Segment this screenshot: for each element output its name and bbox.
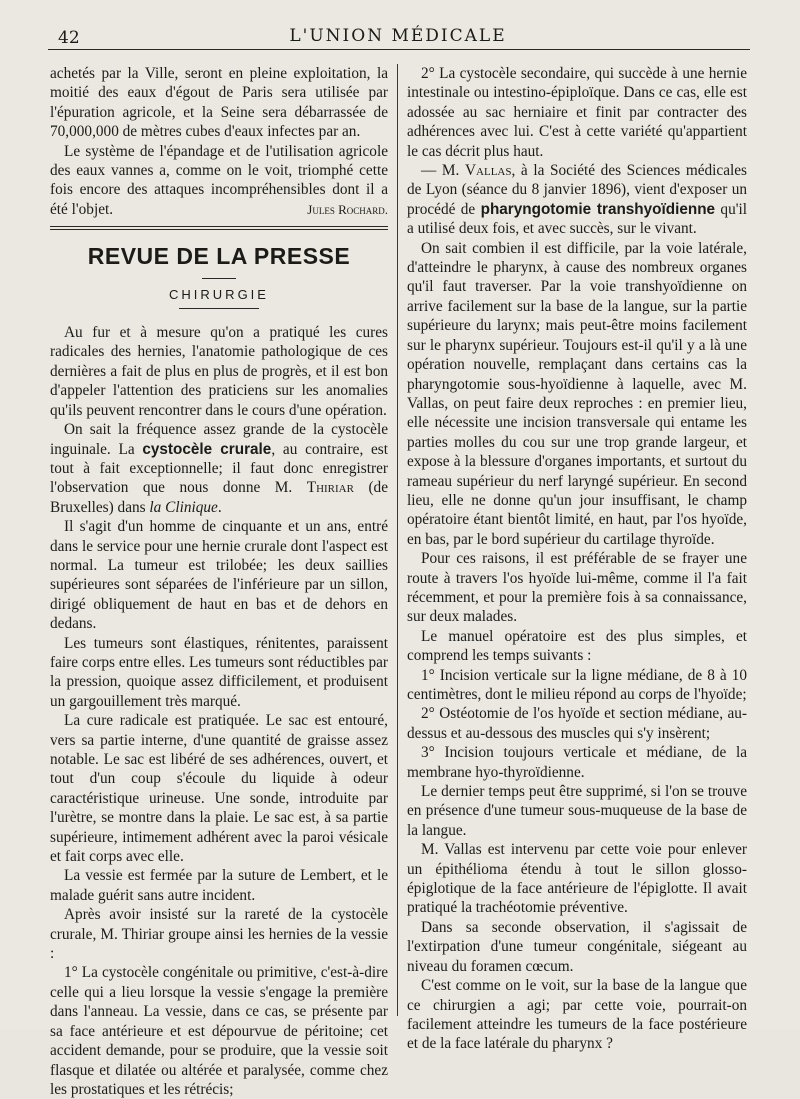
header-rule — [48, 49, 750, 50]
paragraph: La vessie est fermée par la suture de Lembert, et le malade guérit sans autre incident. — [50, 867, 388, 904]
column-divider — [397, 64, 398, 1016]
text-run: — M. — [421, 162, 465, 180]
paragraph: Il s'agit d'un homme de cinquante et un ans, entré dans le service pour une hernie crurale dont l'aspect est normal. La tumeur est trilobée; les deux saillies supérieures sont séparées de l'inférieure par un sillon, dirigé obliquement de haut en bas et de dehors en dedans. — [50, 518, 388, 633]
paragraph: Les tumeurs sont élastiques, rénitentes, paraissent faire corps entre elles. Les tumeurs sont réductibles par la pression, quoique assez difficilement, et produisent un gargouillement très marqué. — [50, 634, 388, 710]
paragraph: Le manuel opératoire est des plus simples, et comprend les temps suivants : — [407, 627, 747, 665]
text-run: , à la Société des Sciences médicales de Lyon (séance du 8 janvier 1896), vient d'exposer un procédé de — [407, 162, 747, 218]
text-run: On sait la fréquence assez grande de la cystocèle inguinale. La — [50, 421, 388, 458]
paragraph: C'est comme on le voit, sur la base de la langue que ce chirurgien a agi; par cette voie, pourrait-on facilement atteindre les tumeurs de la face postérieure et de la face latérale du pharynx ? — [407, 977, 747, 1053]
paragraph: Après avoir insisté sur la rareté de la cystocèle crurale, M. Thiriar groupe ainsi les hernies de la vessie : — [50, 906, 388, 963]
article-separator — [50, 226, 388, 230]
page-number: 42 — [58, 28, 80, 48]
title-rule — [202, 278, 236, 279]
list-item: 1° Incision verticale sur la ligne médiane, de 8 à 10 centimètres, dont le milieu répond au corps de l'hyoïde; — [407, 666, 747, 703]
section-title: REVUE DE LA PRESSE — [87, 242, 351, 269]
paragraph-text: Le système de l'épandage et de l'utilisation agricole des eaux vannes a, comme on le voit, triomphé cette fois encore des attaques incompréhensibles dont il a été l'objet. — [50, 142, 388, 218]
text-run: . — [217, 498, 222, 516]
paragraph: 1° La cystocèle congénitale ou primitive, c'est-à-dire celle qui a lieu lorsque la vessie s'engage la première dans l'anneau. La vessie, dans ce cas, se présente par sa face antérieure et est dépourvue de péritoine; cet accident demande, pour se produire, que la vessie soit flasque et dilatée ou altérée et paralysée, comme chez les prostatiques et les rétrécis; — [50, 964, 388, 1098]
text-run: , au contraire, est tout à fait exceptionnelle; il faut donc enregistrer l'observation que nous donne M. — [50, 440, 389, 497]
paragraph: Pour ces raisons, il est préférable de se frayer une route à travers l'os hyoïde lui-même, comme il l'a fait récemment, et pour la première fois à sa connaissance, sur deux malades. — [407, 550, 747, 626]
paragraph: Au fur et à mesure qu'on a pratiqué les cures radicales des hernies, l'anatomie pathologique de ces dernières a fait de plus en plus de progrès, et il est bon d'appeler l'attention des praticiens sur les anomalies qu'ils peuvent rencontrer dans le cours d'une opération. — [50, 324, 388, 419]
subsection-title: CHIRURGIE — [169, 286, 269, 302]
paragraph: achetés par la Ville, seront en pleine exploitation, la moitié des eaux d'égout de Paris sera utilisée par l'épuration agricole, et la Seine sera débarrassée de 70,000,000 de mètres cubes d'eaux infectes par an. — [50, 65, 388, 141]
journal-title: L'UNION MÉDICALE — [289, 26, 507, 46]
paragraph: On sait combien il est difficile, par la voie latérale, d'atteindre le pharynx, à cause des nombreux organes qu'il faut traverser. Par la voie transhyoïdienne on arrive facilement sur la base de la langue, sur la partie supérieure du larynx; mais peut-être moins facilement sur le pharynx supérieur. Toujours est-il qu'il y a là une opération nouvelle, remplaçant dans certains cas la pharyngotomie sous-hyoïdienne à laquelle, avec M. Vallas, on peut faire deux reproches : en premier lieu, elle nécessite une incision transversale qui entame les parties molles du cou sur une trop grande largeur, et expose à la blessure d'organes importants, et surtout du rameau supérieur du nerf laryngé supérieur. En second lieu, elle ne donne qu'un jour insuffisant, le champ opératoire étant bientôt limité, en haut, par l'os hyoïde, en bas, par le bord supérieur du cartilage thyroïde. — [407, 239, 747, 548]
left-column — [50, 64, 388, 1099]
paragraph: Le dernier temps peut être supprimé, si l'on se trouve en présence d'une tumeur sous-muqueuse de la base de la langue. — [407, 783, 747, 839]
paragraph — [407, 161, 747, 239]
author-name: Thiriar — [306, 479, 354, 497]
text-run: qu'il a utilisé deux fois, et avec succès, sur le vivant. — [407, 200, 747, 238]
paragraph: 2° La cystocèle secondaire, qui succède à une hernie intestinale ou intestino-épiploïque. Dans ce cas, elle est adossée au sac herniaire et finit par contracter des adhérences avec lui. C'est à cette variété qu'appartient le cas décrit plus haut. — [407, 65, 747, 160]
subsection-rule — [179, 308, 259, 309]
paragraph: La cure radicale est pratiquée. Le sac est entouré, vers sa partie interne, d'une quantité de graisse assez notable. Le sac est libéré de ses adhérences, ouvert, et tout d'un coup s'écoule du liquide à odeur caractéristique urineuse. Une sonde, introduite par l'urètre, se montre dans la plaie. Le sac est, à sa partie supérieure, intimement adhérent avec la paroi vésicale et fait corps avec elle. — [50, 712, 388, 866]
paragraph: M. Vallas est intervenu par cette voie pour enlever un épithélioma étendu à tout le sillon glosso-épiglotique de la face antérieure de l'épiglotte. Il avait pratiqué la trachéotomie préventive. — [407, 841, 747, 917]
list-item: 3° Incision toujours verticale et médiane, de la membrane hyo-thyroïdienne. — [407, 744, 747, 781]
journal-name: la Clinique — [149, 498, 218, 516]
paragraph — [50, 420, 388, 517]
running-header — [48, 24, 748, 46]
paragraph: Dans sa seconde observation, il s'agissait de l'extirpation d'une tumeur congénitale, siégeant au niveau du foramen cœcum. — [407, 918, 747, 975]
keyword-pharyngotomie: pharyngotomie transhyoïdienne — [480, 200, 716, 218]
text-run: (de Bruxelles) dans — [50, 479, 388, 516]
author-name: Vallas — [464, 162, 512, 180]
author-signature: Jules Rochard. — [307, 202, 388, 218]
list-item: 2° Ostéotomie de l'os hyoïde et section médiane, au-dessus et au-dessous des muscles qui s'y insèrent; — [407, 705, 747, 742]
keyword-cystocele-crurale: cystocèle crurale — [142, 440, 272, 458]
right-column — [407, 64, 747, 1054]
